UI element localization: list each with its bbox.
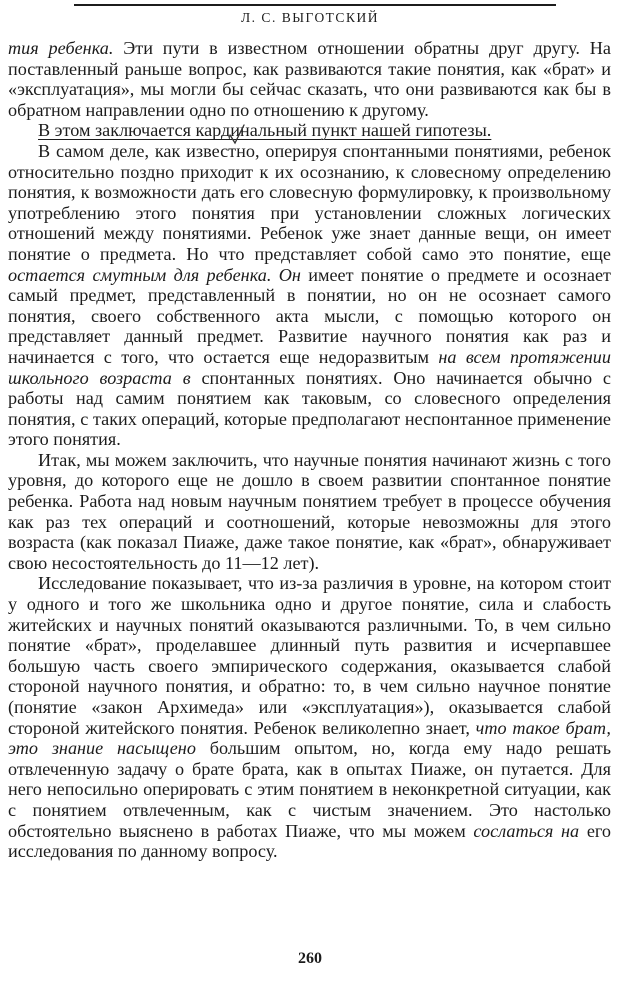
italic-fragment: остается смутным для ребенка. Он: [8, 264, 301, 285]
italic-fragment: тия ребенка.: [8, 38, 114, 58]
italic-fragment: сослаться на: [473, 820, 580, 841]
running-head: Л. С. ВЫГОТСКИЙ: [241, 10, 379, 25]
page-number: 260: [298, 950, 322, 967]
header-rule: [74, 4, 556, 6]
paragraph-text: большим опытом, но, когда ему надо решать отвлеченную задачу о брате брата, как в опытах Пиаже, он путается. Для него непосильно оперировать с этим понятием в неконкретной ситуации, как с понятием отвлеченным, как с чистым значением. Это настолько обстоятельно выяснено в работах Пиаже, что мы можем: [8, 738, 611, 841]
paragraph-text: Эти пути в известном отношении обратны друг другу. На поставленный раньше вопрос, как развиваются такие понятия, как «брат» и «эксплуатация», мы могли бы сейчас сказать, что они развиваются как бы в обратном направлении одно по отношению к другому.: [8, 38, 611, 120]
paragraph-hypothesis: [8, 120, 611, 141]
paragraph-text: его исследования по данному вопросу.: [8, 820, 611, 862]
italic-fragment: на всем протяжении школьного возраста в: [8, 346, 611, 388]
paragraph-text: спонтанных понятиях. Оно начинается обычно с работы над самим понятием как таковым, со словесного определения понятия, с таких операций, которые предполагают неспонтанное применение этого понятия.: [8, 367, 611, 450]
paragraph-text: Итак, мы можем заключить, что научные понятия начинают жизнь с того уровня, до которого еще не дошло в своем развитии спонтанное понятие ребенка. Работа над новым научным понятием требует в процессе обучения как раз тех операций и соотношений, которые невозможны для этого возраста (как показал Пиаже, даже такое понятие, как «брат», обнаруживает свою несостоятельность до 11—12 лет).: [8, 449, 611, 573]
paragraph: [8, 141, 611, 450]
italic-fragment: что такое брат, это знание насыщено: [8, 717, 611, 759]
underlined-sentence: В этом заключается кардинальный пункт нашей гипотезы.: [38, 120, 492, 141]
paragraph-text: имеет понятие о предмете и осознает самый предмет, представленный в понятии, но он не осознает самого понятия, своего собственного акта мысли, с помощью которого он представляет данный предмет. Развитие научного понятия как раз и начинается с того, что остается еще недоразвитым: [8, 264, 611, 367]
paragraph: [8, 450, 611, 574]
paragraph-text: Исследование показывает, что из-за различия в уровне, на котором стоит у одного и того же школьника одно и другое понятие, сила и слабость житейских и научных понятий оказываются различными. То, в чем сильно понятие «брат», проделавшее длинный путь развития и исчерпавшее большую часть своего эмпирического содержания, оказывается слабой стороной научного понятия, и обратно: то, в чем сильно научное понятие (понятие «закон Архимеда» или «эксплуатация»), оказывается слабой стороной житейского понятия. Ребенок великолепно знает,: [8, 573, 611, 738]
body-text: [8, 38, 611, 862]
paragraph-text: В самом деле, как известно, оперируя спонтанными понятиями, ребенок относительно поздно приходит к их осознанию, к словесному определению понятия, к возможности дать его словесную формулировку, к произвольному употреблению этого понятия при установлении сложных логических отношений между понятиями. Ребенок уже знает данные вещи, он имеет понятие о предмета. Но что представляет собой само это понятие, еще: [8, 140, 611, 264]
paragraph-continuation: [8, 38, 611, 120]
paragraph: [8, 573, 611, 861]
pencil-check-mark-icon: [228, 123, 246, 145]
